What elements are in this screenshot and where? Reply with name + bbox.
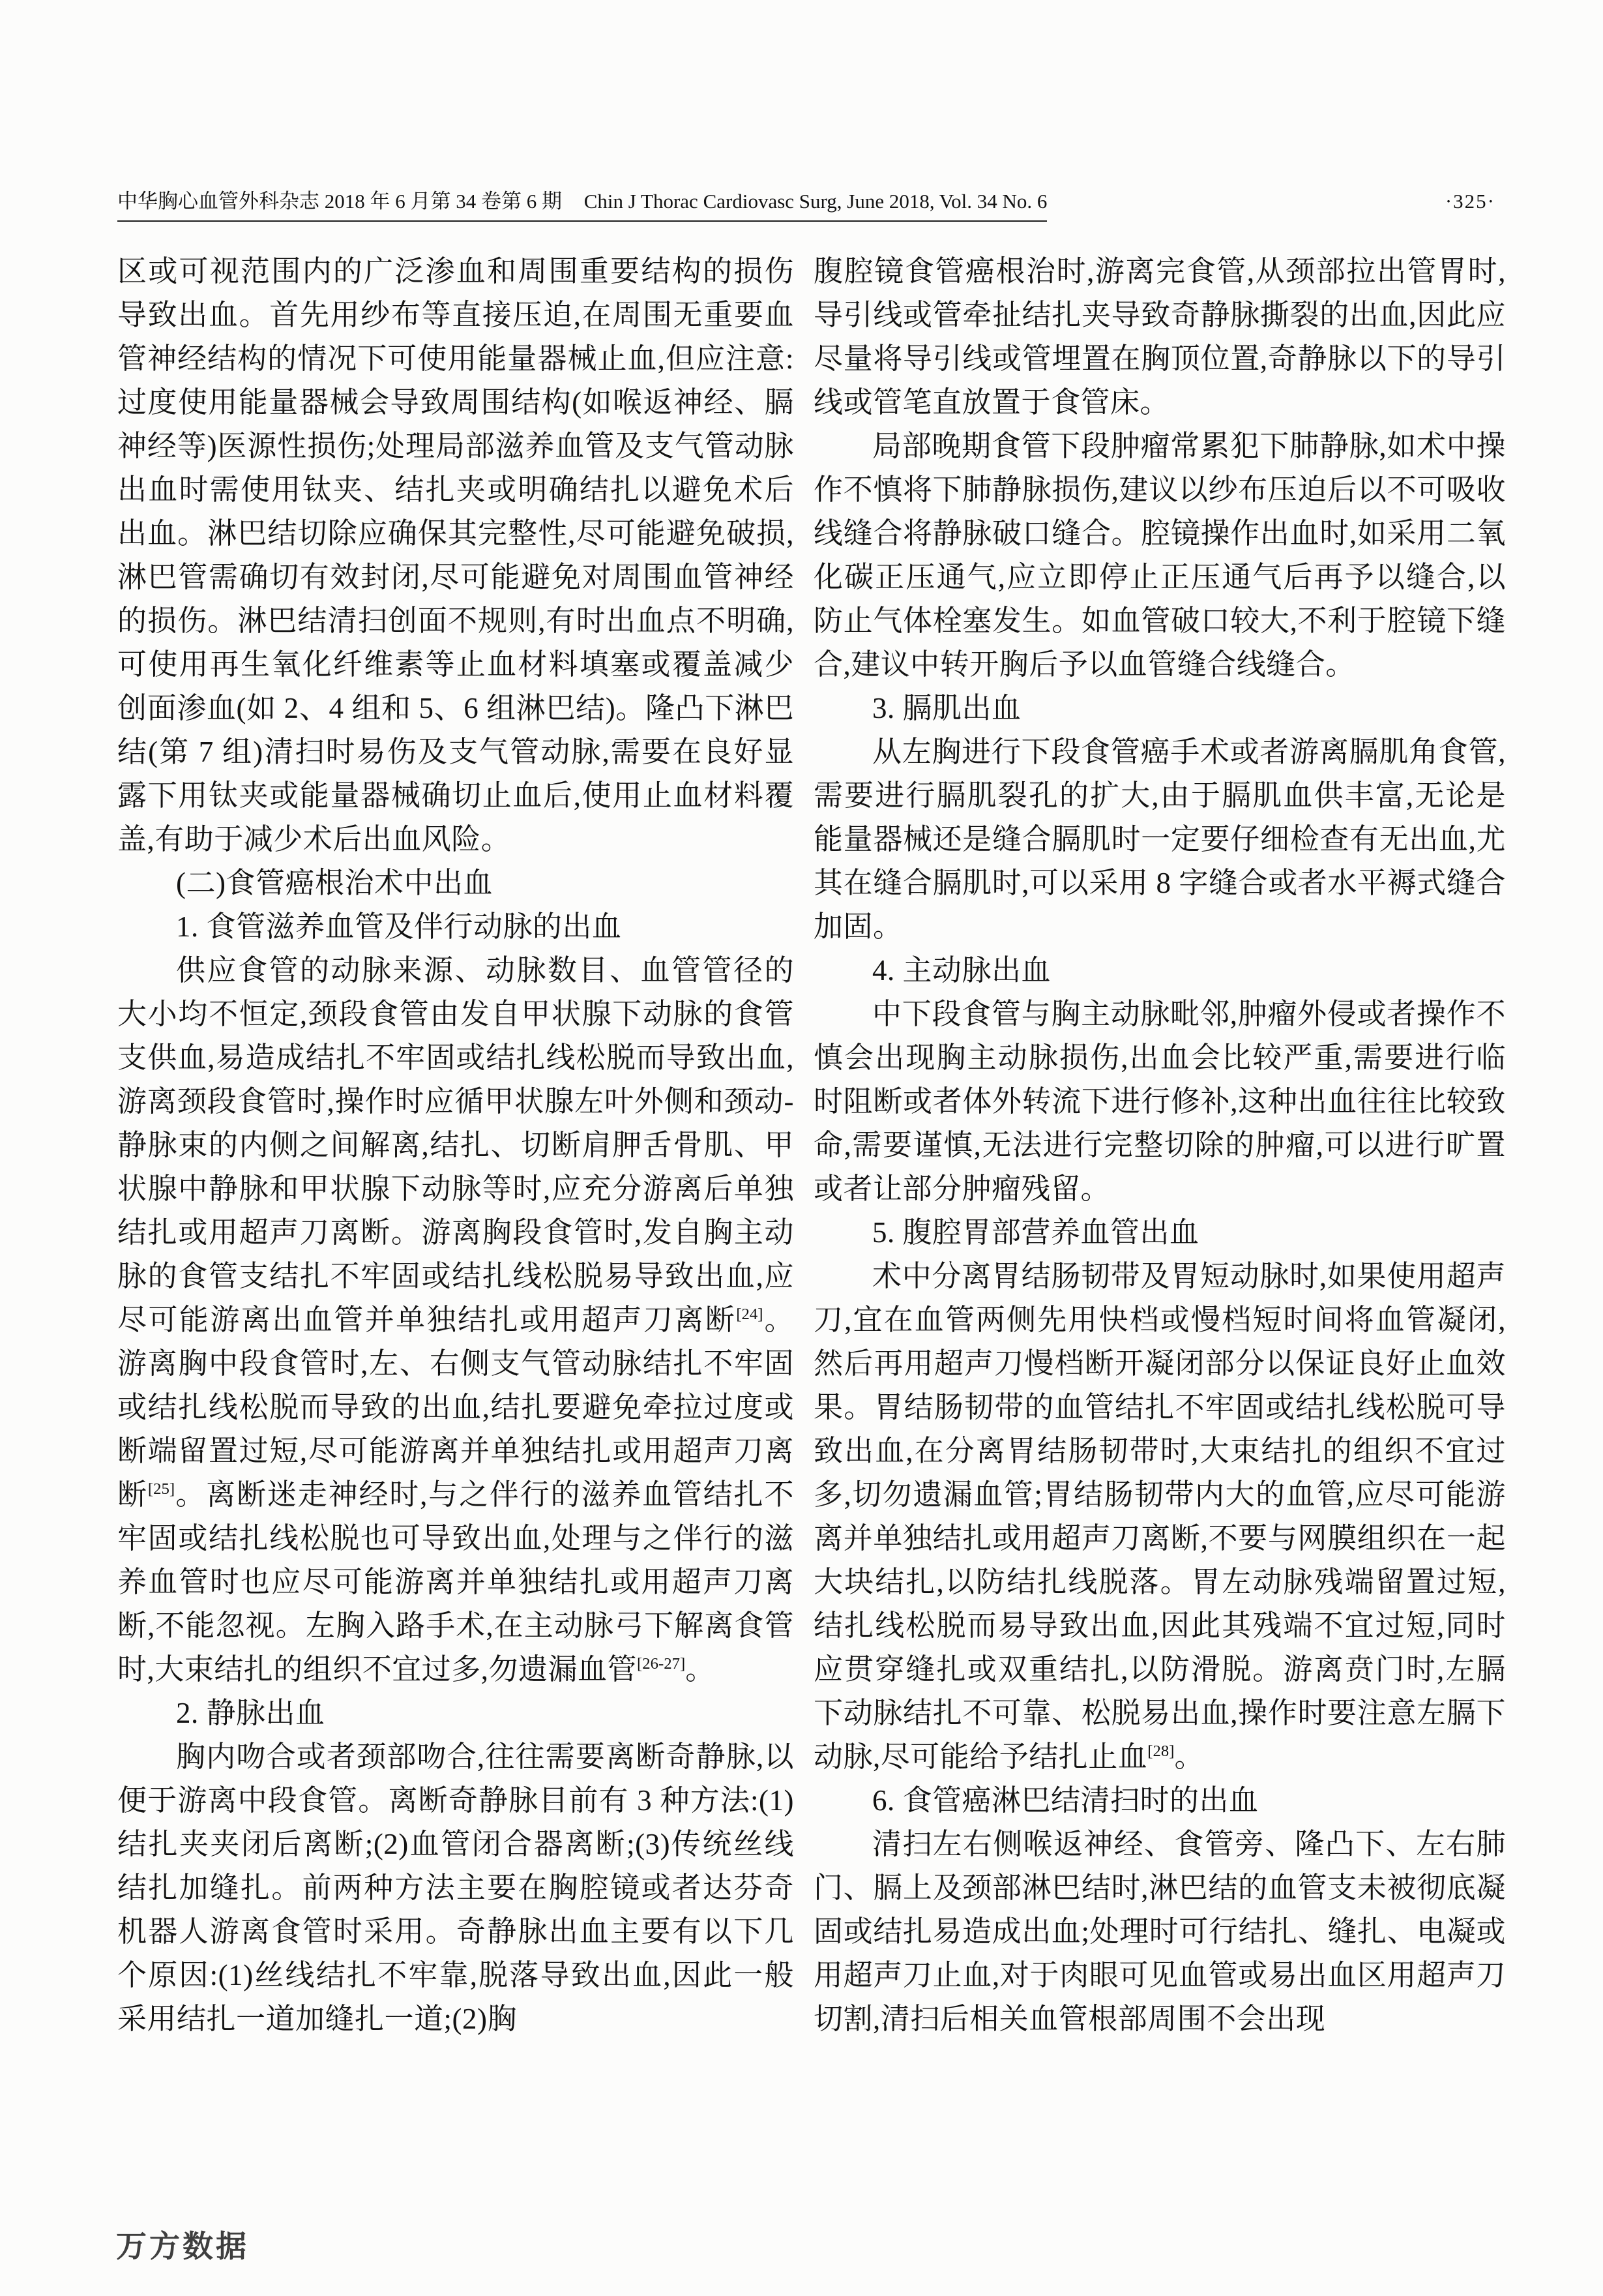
- section-heading: 2. 静脉出血: [176, 1697, 325, 1729]
- paragraph: 局部晚期食管下段肿瘤常累犯下肺静脉,如术中操作不慎将下肺静脉损伤,建议以纱布压迫后以不可吸收线缝合将静脉破口缝合。腔镜操作出血时,如采用二氧化碳正压通气,应立即停止正压通气后再予以缝合,以防止气体栓塞发生。如血管破口较大,不利于腔镜下缝合,建议中转开胸后予以血管缝合线缝合。: [814, 430, 1506, 681]
- column-right: [814, 250, 1506, 2041]
- column-left: [117, 250, 794, 2041]
- section-heading: 4. 主动脉出血: [872, 954, 1052, 987]
- reference-superscript: [28]: [1147, 1742, 1175, 1760]
- paragraph: 术中分离胃结肠韧带及胃短动脉时,如果使用超声刀,宜在血管两侧先用快档或慢档短时间将血管凝闭,然后再用超声刀慢档断开凝闭部分以保证良好止血效果。胃结肠韧带的血管结扎不牢固或结扎线松脱可导致出血,在分离胃结肠韧带时,大束结扎的组织不宜过多,切勿遗漏血管;胃结肠韧带内大的血管,应尽可能游离并单独结扎或用超声刀离断,不要与网膜组织在一起大块结扎,以防结扎线脱落。胃左动脉残端留置过短,结扎线松脱而易导致出血,因此其残端不宜过短,同时应贯穿缝扎或双重结扎,以防滑脱。游离贲门时,左膈下动脉结扎不可靠、松脱易出血,操作时要注意左膈下动脉,尽可能给予结扎止血[28]。: [814, 1260, 1506, 1773]
- reference-superscript: [24]: [736, 1305, 763, 1323]
- section-heading: 6. 食管癌淋巴结清扫时的出血: [872, 1784, 1259, 1817]
- page-number: ·325·: [1445, 190, 1495, 213]
- reference-superscript: [25]: [147, 1480, 175, 1498]
- wanfang-data-watermark: 万方数据: [116, 2229, 249, 2263]
- article-body: [117, 250, 1506, 2041]
- section-heading: 5. 腹腔胃部营养血管出血: [872, 1216, 1199, 1249]
- paragraph: 从左胸进行下段食管癌手术或者游离膈肌角食管,需要进行膈肌裂孔的扩大,由于膈肌血供丰富,无论是能量器械还是缝合膈肌时一定要仔细检查有无出血,尤其在缝合膈肌时,可以采用 8 字缝合或者水平褥式缝合加固。: [814, 736, 1506, 943]
- section-heading: 1. 食管滋养血管及伴行动脉的出血: [176, 910, 622, 943]
- paragraph: 区或可视范围内的广泛渗血和周围重要结构的损伤导致出血。首先用纱布等直接压迫,在周围无重要血管神经结构的情况下可使用能量器械止血,但应注意:过度使用能量器械会导致周围结构(如喉返神经、膈神经等)医源性损伤;处理局部滋养血管及支气管动脉出血时需使用钛夹、结扎夹或明确结扎以避免术后出血。淋巴结切除应确保其完整性,尽可能避免破损,淋巴管需确切有效封闭,尽可能避免对周围血管神经的损伤。淋巴结清扫创面不规则,有时出血点不明确,可使用再生氧化纤维素等止血材料填塞或覆盖减少创面渗血(如 2、4 组和 5、6 组淋巴结)。隆凸下淋巴结(第 7 组)清扫时易伤及支气管动脉,需要在良好显露下用钛夹或能量器械确切止血后,使用止血材料覆盖,有助于减少术后出血风险。: [117, 255, 794, 856]
- section-heading: (二)食管癌根治术中出血: [176, 867, 493, 899]
- section-heading: 3. 膈肌出血: [872, 692, 1022, 724]
- paragraph: 清扫左右侧喉返神经、食管旁、隆凸下、左右肺门、膈上及颈部淋巴结时,淋巴结的血管支未被彻底凝固或结扎易造成出血;处理时可行结扎、缝扎、电凝或用超声刀止血,对于肉眼可见血管或易出血区用超声刀切割,清扫后相关血管根部周围不会出现: [814, 1828, 1506, 2035]
- journal-title-english: Chin J Thorac Cardiovasc Surg, June 2018, Vol. 34 No. 6: [583, 190, 1048, 213]
- paragraph: 腹腔镜食管癌根治时,游离完食管,从颈部拉出管胃时,导引线或管牵扯结扎夹导致奇静脉撕裂的出血,因此应尽量将导引线或管埋置在胸顶位置,奇静脉以下的导引线或管笔直放置于食管床。: [814, 255, 1506, 419]
- journal-title-chinese: 中华胸心血管外科杂志 2018 年 6 月第 34 卷第 6 期: [117, 190, 562, 213]
- paragraph: 供应食管的动脉来源、动脉数目、血管管径的大小均不恒定,颈段食管由发自甲状腺下动脉的食管支供血,易造成结扎不牢固或结扎线松脱而导致出血,游离颈段食管时,操作时应循甲状腺左叶外侧和颈动-静脉束的内侧之间解离,结扎、切断肩胛舌骨肌、甲状腺中静脉和甲状腺下动脉等时,应充分游离后单独结扎或用超声刀离断。游离胸段食管时,发自胸主动脉的食管支结扎不牢固或结扎线松脱易导致出血,应尽可能游离出血管并单独结扎或用超声刀离断[24]。游离胸中段食管时,左、右侧支气管动脉结扎不牢固或结扎线松脱而导致的出血,结扎要避免牵拉过度或断端留置过短,尽可能游离并单独结扎或用超声刀离断[25]。离断迷走神经时,与之伴行的滋养血管结扎不牢固或结扎线松脱也可导致出血,处理与之伴行的滋养血管时也应尽可能游离并单独结扎或用超声刀离断,不能忽视。左胸入路手术,在主动脉弓下解离食管时,大束结扎的组织不宜过多,勿遗漏血管[26-27]。: [117, 954, 794, 1686]
- paragraph: 中下段食管与胸主动脉毗邻,肿瘤外侵或者操作不慎会出现胸主动脉损伤,出血会比较严重,需要进行临时阻断或者体外转流下进行修补,这种出血往往比较致命,需要谨慎,无法进行完整切除的肿瘤,可以进行旷置或者让部分肿瘤残留。: [814, 998, 1506, 1205]
- page-header: [117, 185, 1495, 222]
- reference-superscript: [26-27]: [637, 1655, 686, 1673]
- paragraph: 胸内吻合或者颈部吻合,往往需要离断奇静脉,以便于游离中段食管。离断奇静脉目前有 3 种方法:(1)结扎夹夹闭后离断;(2)血管闭合器离断;(3)传统丝线结扎加缝扎。前两种方法主要在胸腔镜或者达芬奇机器人游离食管时采用。奇静脉出血主要有以下几个原因:(1)丝线结扎不牢靠,脱落导致出血,因此一般采用结扎一道加缝扎一道;(2)胸: [117, 1740, 794, 2035]
- journal-citation: [117, 185, 1047, 222]
